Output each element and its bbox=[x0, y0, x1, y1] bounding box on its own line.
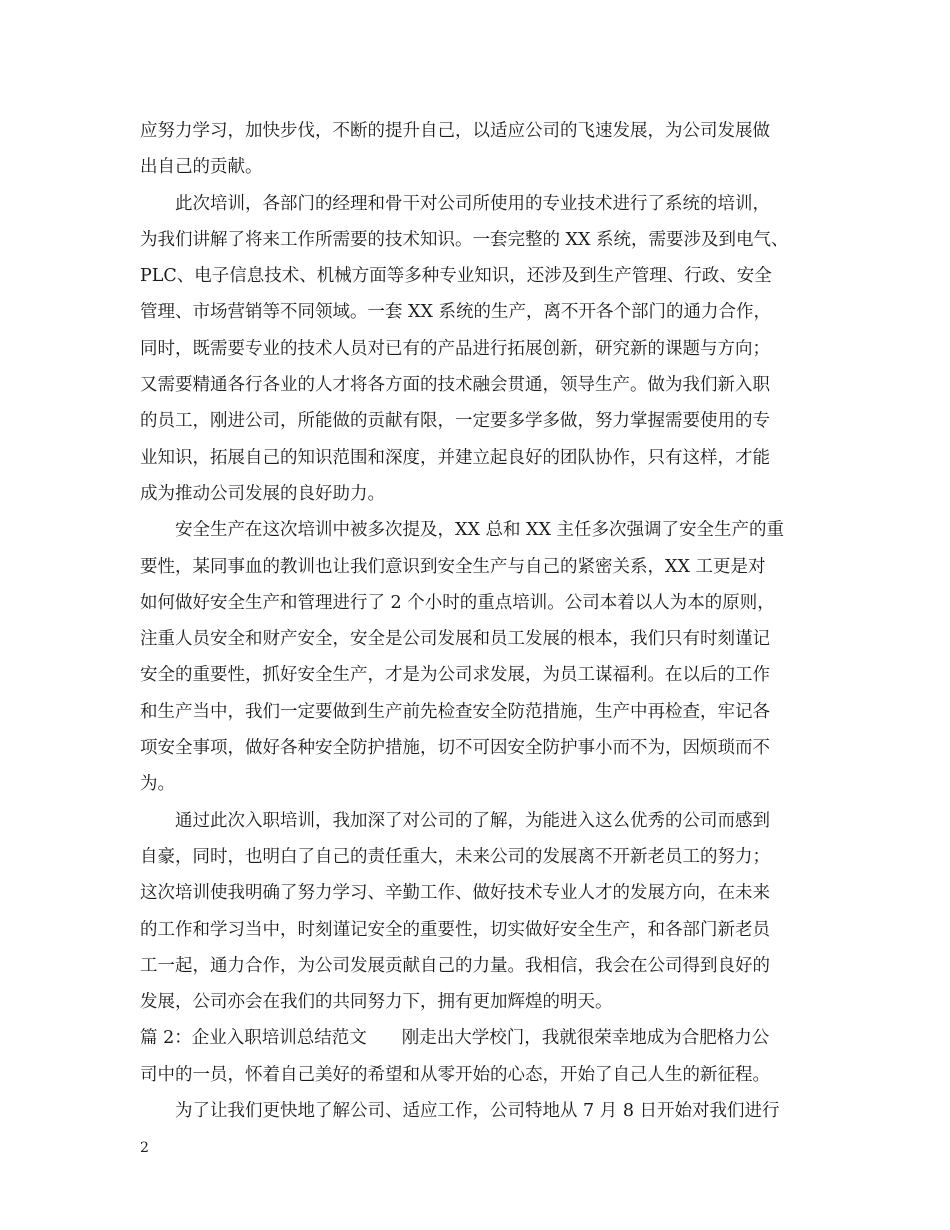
text-line: 安全的重要性，抓好安全生产，才是为公司求发展，为员工谋福利。在以后的工作 bbox=[140, 665, 770, 686]
text-line: 这次培训使我明确了努力学习、辛勤工作、做好技术专业人才的发展方向，在未来 bbox=[140, 883, 770, 904]
text-line: 又需要精通各行各业的人才将各方面的技术融会贯通，领导生产。做为我们新入职 bbox=[140, 375, 770, 396]
page-number: 2 bbox=[140, 1140, 149, 1156]
text-line: 为我们讲解了将来工作所需要的技术知识。一套完整的 XX 系统，需要涉及到电气、 bbox=[140, 229, 789, 250]
text-line: 发展，公司亦会在我们的共同努力下，拥有更加辉煌的明天。 bbox=[140, 992, 613, 1013]
text-line: 通过此次入职培训，我加深了对公司的了解，为能进入这么优秀的公司而感到 bbox=[175, 810, 770, 831]
text-line: PLC、电子信息技术、机械方面等多种专业知识，还涉及到生产管理、行政、安全 bbox=[140, 266, 772, 287]
text-line: 为了让我们更快地了解公司、适应工作，公司特地从 7 月 8 日开始对我们进行 bbox=[175, 1101, 780, 1122]
text-line: 应努力学习，加快步伐，不断的提升自己，以适应公司的飞速发展，为公司发展做 bbox=[140, 121, 770, 141]
body-text bbox=[140, 113, 820, 1129]
text-line: 安全生产在这次培训中被多次提及，XX 总和 XX 主任多次强调了安全生产的重 bbox=[175, 520, 785, 541]
text-line: 同时，既需要专业的技术人员对已有的产品进行拓展创新，研究新的课题与方向； bbox=[140, 338, 770, 359]
text-line: 管理、市场营销等不同领域。一套 XX 系统的生产，离不开各个部门的通力合作， bbox=[140, 302, 772, 323]
text-line: 项安全事项，做好各种安全防护措施，切不可因安全防护事小而不为，因烦琐而不 bbox=[140, 738, 770, 759]
text-line: 司中的一员，怀着自己美好的希望和从零开始的心态，开始了自己人生的新征程。 bbox=[140, 1064, 770, 1085]
text-line: 此次培训，各部门的经理和骨干对公司所使用的专业技术进行了系统的培训， bbox=[175, 193, 770, 214]
text-line: 注重人员安全和财产安全，安全是公司发展和员工发展的根本，我们只有时刻谨记 bbox=[140, 629, 770, 650]
text-line: 的工作和学习当中，时刻谨记安全的重要性，切实做好安全生产，和各部门新老员 bbox=[140, 919, 770, 940]
text-line: 成为推动公司发展的良好助力。 bbox=[140, 483, 385, 504]
text-line: 的员工，刚进公司，所能做的贡献有限，一定要多学多做，努力掌握需要使用的专 bbox=[140, 411, 770, 432]
text-line: 自豪，同时，也明白了自己的责任重大，未来公司的发展离不开新老员工的努力； bbox=[140, 846, 770, 867]
text-line: 如何做好安全生产和管理进行了 2 个小时的重点培训。公司本着以人为本的原则， bbox=[140, 592, 775, 613]
text-line: 要性，某同事血的教训也让我们意识到安全生产与自己的紧密关系，XX 工更是对 bbox=[140, 556, 766, 577]
text-line: 出自己的贡献。 bbox=[140, 157, 263, 178]
text-line: 篇 2：企业入职培训总结范文 刚走出大学校门，我就很荣幸地成为合肥格力公 bbox=[140, 1028, 770, 1049]
text-line: 工一起，通力合作，为公司发展贡献自己的力量。我相信，我会在公司得到良好的 bbox=[140, 955, 770, 976]
text-line: 和生产当中，我们一定要做到生产前先检查安全防范措施，生产中再检查，牢记各 bbox=[140, 701, 770, 722]
text-line: 为。 bbox=[140, 774, 175, 795]
text-line: 业知识，拓展自己的知识范围和深度，并建立起良好的团队协作，只有这样，才能 bbox=[140, 447, 770, 468]
